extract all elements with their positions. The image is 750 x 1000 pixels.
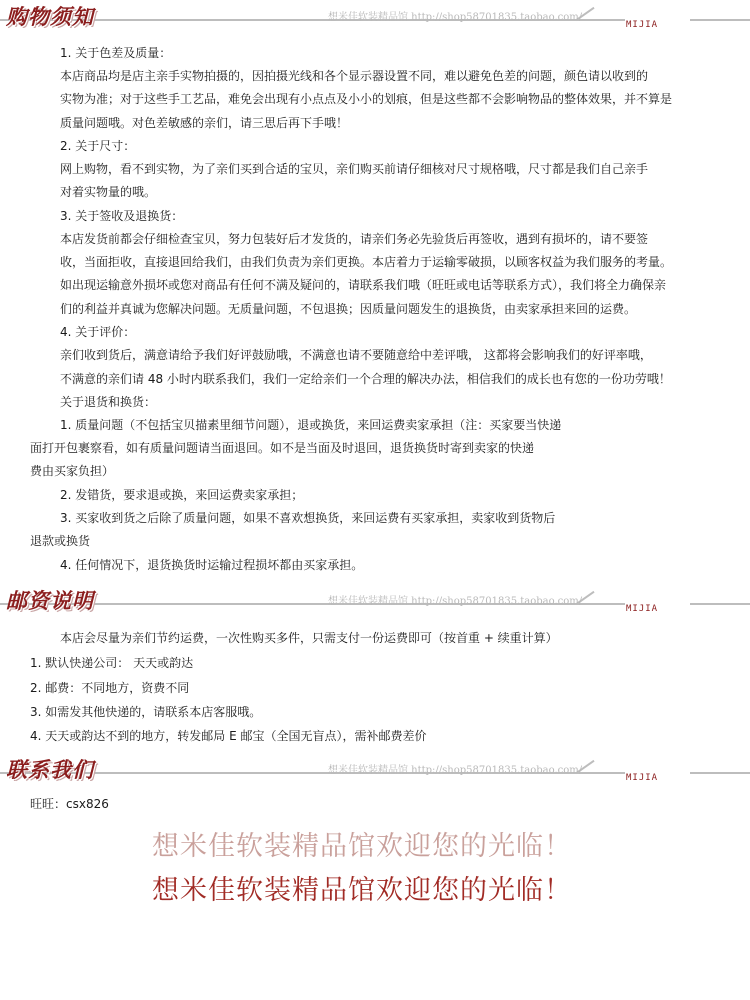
header-divider-end — [690, 772, 750, 774]
notice-line: 不满意的亲们请 48 小时内联系我们，我们一定给亲们一个合理的解决办法，相信我们的成长也有您的一份功劳哦！ — [60, 372, 671, 386]
section-header-shopping-notice — [0, 0, 750, 34]
notice-line: 如出现运输意外损坏或您对商品有任何不满及疑问的，请联系我们哦（旺旺或电话等联系方式），我们将全力确保亲 — [60, 278, 667, 292]
section-header-postage — [0, 584, 750, 618]
notice-line: 退款或换货 — [30, 534, 91, 548]
notice-line: 本店发货前都会仔细检查宝贝，努力包装好后才发货的，请亲们务必先验货后再签收，遇到有损坏的，请不要签 — [60, 232, 649, 246]
notice-line: 收，当面拒收，直接退回给我们，由我们负责为亲们更换。本店着力于运输零破损，以顾客权益为我们服务的考量。 — [60, 255, 673, 269]
notice-line: 本店商品均是店主亲手实物拍摄的，因拍摄光线和各个显示器设置不同，难以避免色差的问题，颜色请以收到的 — [60, 69, 649, 83]
notice-line: 2. 关于尺寸： — [60, 139, 136, 153]
notice-line: 3. 买家收到货之后除了质量问题，如果不喜欢想换货，来回运费有买家承担，卖家收到货物后 — [60, 511, 556, 525]
section-title: 联系我们 — [6, 758, 94, 782]
notice-line: 2. 发错货，要求退或换，来回运费卖家承担； — [60, 488, 304, 502]
wangwang-contact: 旺旺：csx826 — [30, 797, 109, 811]
section-title: 购物须知 — [6, 5, 94, 29]
brand-label: MIJIA — [626, 773, 659, 783]
header-divider-end — [690, 19, 750, 21]
postage-line: 1. 默认快递公司： 天天或韵达 — [30, 656, 194, 670]
notice-line: 亲们收到货后，满意请给予我们好评鼓励哦，不满意也请不要随意给中差评哦， 这都将会影响我们的好评率哦， — [60, 348, 652, 362]
notice-line: 1. 关于色差及质量： — [60, 46, 172, 60]
header-divider-end — [690, 603, 750, 605]
shop-url-watermark: 想米佳软装精品馆 http://shop58701835.taobao.com/ — [328, 596, 583, 607]
notice-line: 1. 质量问题（不包括宝贝描素里细节问题），退或换货，来回运费卖家承担（注：买家要当快递 — [60, 418, 562, 432]
notice-line: 网上购物，看不到实物，为了亲们买到合适的宝贝，亲们购买前请仔细核对尺寸规格哦，尺寸都是我们自己亲手 — [60, 162, 649, 176]
welcome-message-dark: 想米佳软装精品馆欢迎您的光临！ — [152, 875, 572, 906]
section-header-contact — [0, 753, 750, 787]
welcome-message-light: 想米佳软装精品馆欢迎您的光临！ — [152, 831, 572, 862]
section-title: 邮资说明 — [6, 589, 94, 613]
postage-line: 本店会尽量为亲们节约运费，一次性购买多件，只需支付一份运费即可（按首重 + 续重计算） — [60, 631, 558, 645]
notice-line: 对着实物量的哦。 — [60, 185, 157, 199]
notice-line: 4. 关于评价： — [60, 325, 136, 339]
notice-line: 费由买家负担） — [30, 464, 115, 478]
notice-line: 们的利益并真诚为您解决问题。无质量问题，不包退换；因质量问题发生的退换货，由卖家承担来回的运费。 — [60, 302, 637, 316]
notice-line: 关于退货和换货： — [60, 395, 157, 409]
shop-url-watermark: 想米佳软装精品馆 http://shop58701835.taobao.com/ — [328, 765, 583, 776]
notice-line: 面打开包裹察看，如有质量问题请当面退回。如不是当面及时退回，退货换货时寄到卖家的快递 — [30, 441, 535, 455]
shop-url-watermark: 想米佳软装精品馆 http://shop58701835.taobao.com/ — [328, 12, 583, 23]
notice-line: 4. 任何情况下，退货换货时运输过程损坏都由买家承担。 — [60, 558, 364, 572]
postage-line: 4. 天天或韵达不到的地方，转发邮局 E 邮宝（全国无盲点），需补邮费差价 — [30, 729, 427, 743]
postage-line: 2. 邮费：不同地方，资费不同 — [30, 681, 190, 695]
notice-line: 3. 关于签收及退换货： — [60, 209, 184, 223]
notice-line: 实物为准；对于这些手工艺品，难免会出现有小点点及小小的划痕，但是这些都不会影响物品的整体效果，并不算是 — [60, 92, 673, 106]
brand-label: MIJIA — [626, 20, 659, 30]
postage-line: 3. 如需发其他快递的，请联系本店客服哦。 — [30, 705, 262, 719]
brand-label: MIJIA — [626, 604, 659, 614]
notice-line: 质量问题哦。对色差敏感的亲们，请三思后再下手哦！ — [60, 116, 349, 130]
